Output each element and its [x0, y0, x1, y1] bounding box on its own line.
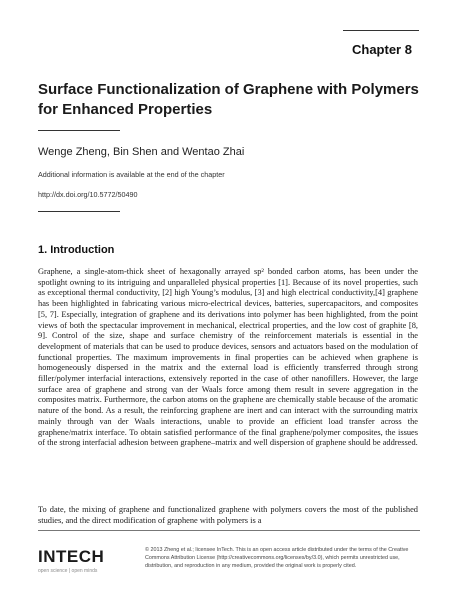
chapter-label: Chapter 8: [352, 42, 412, 57]
publisher-logo: [38, 547, 104, 574]
chapter-rule: [343, 30, 419, 31]
license-notice: © 2013 Zheng et al.; licensee InTech. This is an open access article distributed under the terms of the Creative Commons Attribution License (http://creativecommons.org/licenses/by/3.0), which permits unrestricted use, distribution, and reproduction in any medium, provided the original work is properly cited.: [145, 547, 409, 569]
author-list: Wenge Zheng, Bin Shen and Wentao Zhai: [38, 146, 245, 158]
additional-info-note: Additional information is available at the end of the chapter: [38, 170, 225, 179]
publisher-logo-text: INTECH: [38, 547, 105, 566]
body-paragraph-1: Graphene, a single-atom-thick sheet of hexagonally arrayed sp² bonded carbon atoms, has been under the spotlight owning to its intriguing and unparalleled physical properties [1]. Because of its novel properties, such as exceptional thermal conductivity, [2] high Young’s modulus, [3] and high electrical conductivity,[4] graphene has been highlighted in fabricating various micro-electrical devices, batteries, supercapacitors, and composites [5, 7]. Especially, integration of graphene and its derivations into polymer has been highlighted, from the point views of both the spectacular improvement in mechanical, electrical properties, and the low cost of graphite [8, 9]. Control of the size, shape and surface chemistry of the reinforcement materials is essential in the development of materials that can be used to produce devices, sensors and actuators based on the modulation of functional properties. The maximum improvements in final properties can be achieved when graphene is homogeneously dispersed in the matrix and the external load is efficiently transferred through strong filler/polymer interfacial interactions, extensively reported in the case of other nanofillers. However, the large surface area of graphene and strong van der Waals force among them result in severe aggregation in the composites matrix. Furthermore, the carbon atoms on the graphene are chemically stable because of the aromatic nature of the bond. As a result, the reinforcing graphene are inert and can interact with the surrounding matrix mainly through van der Waals interactions, unable to provide an efficient load transfer across the graphene/matrix interface. To obtain satisfied performance of the final graphene/polymer composites, the issues of the strong interfacial adhesion between graphene–matrix and well dispersion of graphene should be addressed.: [38, 267, 418, 448]
doi-divider: [38, 211, 120, 212]
body-paragraph-2: To date, the mixing of graphene and functionalized graphene with polymers covers the most of the published studies, and the direct modification of graphene with polymers is a: [38, 505, 418, 525]
title-divider: [38, 130, 120, 131]
section-heading: 1. Introduction: [38, 244, 115, 256]
paper-title: Surface Functionalization of Graphene with Polymers for Enhanced Properties: [38, 81, 419, 118]
doi-link[interactable]: http://dx.doi.org/10.5772/50490: [38, 190, 138, 199]
publisher-tagline: open science | open minds: [38, 568, 98, 574]
footer-rule: [38, 530, 420, 531]
